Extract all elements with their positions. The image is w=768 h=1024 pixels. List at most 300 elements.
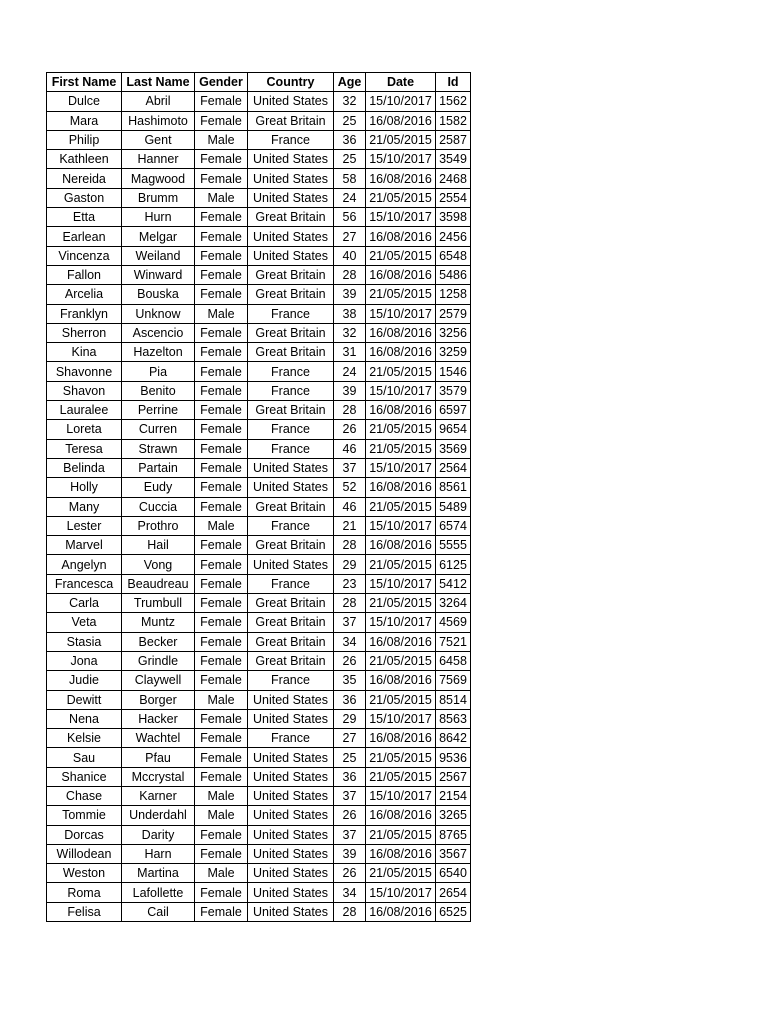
table-row <box>47 690 471 709</box>
cell-id: 2587 <box>436 130 471 149</box>
cell-age: 29 <box>334 555 366 574</box>
cell-last-name: Hashimoto <box>122 111 195 130</box>
cell-gender: Female <box>195 285 248 304</box>
cell-id: 6548 <box>436 246 471 265</box>
cell-first-name: Etta <box>47 208 122 227</box>
cell-age: 32 <box>334 323 366 342</box>
cell-country: United States <box>248 806 334 825</box>
cell-first-name: Fallon <box>47 265 122 284</box>
cell-country: France <box>248 516 334 535</box>
cell-last-name: Strawn <box>122 439 195 458</box>
cell-age: 27 <box>334 227 366 246</box>
cell-last-name: Mccrystal <box>122 767 195 786</box>
cell-last-name: Beaudreau <box>122 574 195 593</box>
cell-date: 16/08/2016 <box>366 227 436 246</box>
cell-id: 3259 <box>436 343 471 362</box>
cell-first-name: Lauralee <box>47 401 122 420</box>
cell-id: 8765 <box>436 825 471 844</box>
table-row <box>47 516 471 535</box>
cell-country: United States <box>248 864 334 883</box>
cell-age: 34 <box>334 632 366 651</box>
cell-country: United States <box>248 825 334 844</box>
cell-last-name: Becker <box>122 632 195 651</box>
table-row <box>47 574 471 593</box>
cell-country: Great Britain <box>248 632 334 651</box>
cell-id: 8642 <box>436 729 471 748</box>
data-table <box>46 72 471 922</box>
cell-first-name: Earlean <box>47 227 122 246</box>
column-header-id: Id <box>436 73 471 92</box>
cell-gender: Male <box>195 690 248 709</box>
cell-date: 21/05/2015 <box>366 651 436 670</box>
table-row <box>47 767 471 786</box>
cell-age: 37 <box>334 786 366 805</box>
cell-id: 7521 <box>436 632 471 651</box>
cell-age: 26 <box>334 864 366 883</box>
cell-first-name: Dorcas <box>47 825 122 844</box>
table-row <box>47 786 471 805</box>
cell-id: 3579 <box>436 381 471 400</box>
cell-date: 15/10/2017 <box>366 786 436 805</box>
cell-date: 16/08/2016 <box>366 806 436 825</box>
cell-id: 6458 <box>436 651 471 670</box>
cell-age: 37 <box>334 825 366 844</box>
cell-last-name: Partain <box>122 458 195 477</box>
cell-date: 21/05/2015 <box>366 864 436 883</box>
table-row <box>47 729 471 748</box>
cell-gender: Male <box>195 130 248 149</box>
cell-age: 46 <box>334 497 366 516</box>
column-header-date: Date <box>366 73 436 92</box>
cell-date: 16/08/2016 <box>366 902 436 921</box>
table-row <box>47 130 471 149</box>
cell-date: 21/05/2015 <box>366 825 436 844</box>
cell-age: 28 <box>334 536 366 555</box>
cell-first-name: Tommie <box>47 806 122 825</box>
column-header-gender: Gender <box>195 73 248 92</box>
cell-gender: Female <box>195 536 248 555</box>
cell-date: 16/08/2016 <box>366 111 436 130</box>
cell-first-name: Chase <box>47 786 122 805</box>
cell-age: 34 <box>334 883 366 902</box>
cell-last-name: Curren <box>122 420 195 439</box>
cell-country: United States <box>248 883 334 902</box>
cell-country: France <box>248 671 334 690</box>
cell-gender: Female <box>195 420 248 439</box>
cell-gender: Female <box>195 381 248 400</box>
cell-gender: Female <box>195 825 248 844</box>
cell-id: 6540 <box>436 864 471 883</box>
table-row <box>47 150 471 169</box>
cell-country: United States <box>248 844 334 863</box>
cell-gender: Female <box>195 748 248 767</box>
cell-date: 21/05/2015 <box>366 188 436 207</box>
cell-date: 16/08/2016 <box>366 632 436 651</box>
cell-first-name: Judie <box>47 671 122 690</box>
cell-date: 21/05/2015 <box>366 555 436 574</box>
cell-date: 16/08/2016 <box>366 265 436 284</box>
cell-last-name: Hacker <box>122 709 195 728</box>
cell-gender: Female <box>195 555 248 574</box>
cell-gender: Female <box>195 362 248 381</box>
cell-date: 15/10/2017 <box>366 613 436 632</box>
column-header-country: Country <box>248 73 334 92</box>
table-row <box>47 671 471 690</box>
cell-gender: Female <box>195 651 248 670</box>
cell-age: 29 <box>334 709 366 728</box>
cell-country: Great Britain <box>248 401 334 420</box>
cell-first-name: Sau <box>47 748 122 767</box>
cell-gender: Female <box>195 401 248 420</box>
column-header-last-name: Last Name <box>122 73 195 92</box>
cell-last-name: Hurn <box>122 208 195 227</box>
table-row <box>47 458 471 477</box>
cell-age: 27 <box>334 729 366 748</box>
cell-date: 21/05/2015 <box>366 246 436 265</box>
table-row <box>47 478 471 497</box>
cell-last-name: Lafollette <box>122 883 195 902</box>
table-row <box>47 323 471 342</box>
cell-country: Great Britain <box>248 651 334 670</box>
cell-age: 24 <box>334 188 366 207</box>
cell-country: United States <box>248 246 334 265</box>
cell-id: 5489 <box>436 497 471 516</box>
cell-date: 16/08/2016 <box>366 729 436 748</box>
cell-gender: Female <box>195 902 248 921</box>
cell-first-name: Willodean <box>47 844 122 863</box>
cell-gender: Female <box>195 478 248 497</box>
cell-gender: Female <box>195 458 248 477</box>
cell-gender: Female <box>195 844 248 863</box>
cell-country: United States <box>248 748 334 767</box>
cell-age: 36 <box>334 690 366 709</box>
cell-last-name: Vong <box>122 555 195 574</box>
cell-age: 28 <box>334 401 366 420</box>
cell-gender: Male <box>195 304 248 323</box>
cell-country: France <box>248 420 334 439</box>
cell-id: 2567 <box>436 767 471 786</box>
cell-date: 16/08/2016 <box>366 478 436 497</box>
table-row <box>47 613 471 632</box>
cell-age: 25 <box>334 111 366 130</box>
table-row <box>47 92 471 111</box>
cell-date: 16/08/2016 <box>366 671 436 690</box>
cell-first-name: Kelsie <box>47 729 122 748</box>
cell-gender: Male <box>195 188 248 207</box>
cell-first-name: Angelyn <box>47 555 122 574</box>
cell-last-name: Abril <box>122 92 195 111</box>
cell-gender: Female <box>195 613 248 632</box>
cell-date: 21/05/2015 <box>366 690 436 709</box>
cell-gender: Female <box>195 574 248 593</box>
cell-gender: Female <box>195 246 248 265</box>
cell-age: 37 <box>334 613 366 632</box>
table-row <box>47 227 471 246</box>
cell-gender: Female <box>195 767 248 786</box>
cell-age: 32 <box>334 92 366 111</box>
cell-last-name: Benito <box>122 381 195 400</box>
cell-age: 28 <box>334 265 366 284</box>
cell-gender: Female <box>195 227 248 246</box>
cell-country: United States <box>248 150 334 169</box>
cell-id: 2154 <box>436 786 471 805</box>
cell-first-name: Shanice <box>47 767 122 786</box>
cell-gender: Male <box>195 806 248 825</box>
cell-first-name: Carla <box>47 594 122 613</box>
cell-country: Great Britain <box>248 323 334 342</box>
cell-last-name: Trumbull <box>122 594 195 613</box>
cell-date: 15/10/2017 <box>366 92 436 111</box>
cell-first-name: Shavon <box>47 381 122 400</box>
cell-age: 58 <box>334 169 366 188</box>
cell-age: 36 <box>334 767 366 786</box>
cell-date: 15/10/2017 <box>366 381 436 400</box>
cell-last-name: Grindle <box>122 651 195 670</box>
table-row <box>47 208 471 227</box>
cell-id: 6525 <box>436 902 471 921</box>
table-row <box>47 883 471 902</box>
cell-age: 26 <box>334 420 366 439</box>
cell-country: United States <box>248 92 334 111</box>
cell-last-name: Martina <box>122 864 195 883</box>
cell-gender: Female <box>195 632 248 651</box>
cell-first-name: Kina <box>47 343 122 362</box>
cell-gender: Female <box>195 323 248 342</box>
table-row <box>47 806 471 825</box>
cell-country: Great Britain <box>248 594 334 613</box>
table-row <box>47 381 471 400</box>
cell-gender: Female <box>195 343 248 362</box>
cell-country: France <box>248 362 334 381</box>
cell-first-name: Many <box>47 497 122 516</box>
cell-first-name: Arcelia <box>47 285 122 304</box>
cell-date: 21/05/2015 <box>366 285 436 304</box>
cell-date: 21/05/2015 <box>366 594 436 613</box>
cell-age: 28 <box>334 902 366 921</box>
cell-date: 16/08/2016 <box>366 536 436 555</box>
cell-last-name: Winward <box>122 265 195 284</box>
cell-id: 3265 <box>436 806 471 825</box>
cell-last-name: Cail <box>122 902 195 921</box>
cell-date: 16/08/2016 <box>366 401 436 420</box>
cell-id: 8563 <box>436 709 471 728</box>
table-row <box>47 632 471 651</box>
table-row <box>47 536 471 555</box>
cell-last-name: Bouska <box>122 285 195 304</box>
cell-last-name: Melgar <box>122 227 195 246</box>
cell-id: 6574 <box>436 516 471 535</box>
cell-gender: Female <box>195 594 248 613</box>
table-row <box>47 188 471 207</box>
cell-country: Great Britain <box>248 536 334 555</box>
cell-country: Great Britain <box>248 111 334 130</box>
cell-date: 16/08/2016 <box>366 343 436 362</box>
cell-last-name: Unknow <box>122 304 195 323</box>
cell-first-name: Felisa <box>47 902 122 921</box>
cell-first-name: Franklyn <box>47 304 122 323</box>
cell-last-name: Muntz <box>122 613 195 632</box>
cell-last-name: Ascencio <box>122 323 195 342</box>
cell-first-name: Sherron <box>47 323 122 342</box>
table-row <box>47 401 471 420</box>
table-body <box>47 92 471 922</box>
cell-country: United States <box>248 478 334 497</box>
cell-age: 31 <box>334 343 366 362</box>
column-header-first-name: First Name <box>47 73 122 92</box>
cell-id: 3256 <box>436 323 471 342</box>
cell-age: 28 <box>334 594 366 613</box>
cell-date: 15/10/2017 <box>366 458 436 477</box>
cell-age: 40 <box>334 246 366 265</box>
cell-last-name: Claywell <box>122 671 195 690</box>
cell-country: United States <box>248 902 334 921</box>
table-row <box>47 285 471 304</box>
cell-gender: Female <box>195 111 248 130</box>
cell-gender: Female <box>195 497 248 516</box>
cell-date: 21/05/2015 <box>366 362 436 381</box>
cell-id: 1258 <box>436 285 471 304</box>
cell-first-name: Kathleen <box>47 150 122 169</box>
cell-age: 21 <box>334 516 366 535</box>
cell-gender: Male <box>195 864 248 883</box>
table-row <box>47 246 471 265</box>
cell-age: 39 <box>334 381 366 400</box>
cell-first-name: Vincenza <box>47 246 122 265</box>
table-row <box>47 497 471 516</box>
cell-age: 46 <box>334 439 366 458</box>
cell-date: 15/10/2017 <box>366 150 436 169</box>
cell-id: 3549 <box>436 150 471 169</box>
cell-gender: Female <box>195 208 248 227</box>
cell-id: 2456 <box>436 227 471 246</box>
cell-date: 21/05/2015 <box>366 439 436 458</box>
cell-date: 15/10/2017 <box>366 516 436 535</box>
cell-gender: Female <box>195 729 248 748</box>
cell-country: United States <box>248 690 334 709</box>
cell-country: United States <box>248 786 334 805</box>
cell-last-name: Hanner <box>122 150 195 169</box>
cell-id: 3264 <box>436 594 471 613</box>
cell-id: 1546 <box>436 362 471 381</box>
cell-date: 21/05/2015 <box>366 420 436 439</box>
cell-id: 5555 <box>436 536 471 555</box>
cell-age: 39 <box>334 844 366 863</box>
cell-first-name: Teresa <box>47 439 122 458</box>
cell-first-name: Belinda <box>47 458 122 477</box>
cell-last-name: Pfau <box>122 748 195 767</box>
cell-country: France <box>248 574 334 593</box>
cell-last-name: Karner <box>122 786 195 805</box>
cell-first-name: Philip <box>47 130 122 149</box>
cell-id: 6597 <box>436 401 471 420</box>
cell-gender: Male <box>195 786 248 805</box>
cell-last-name: Hazelton <box>122 343 195 362</box>
cell-country: Great Britain <box>248 265 334 284</box>
cell-id: 2554 <box>436 188 471 207</box>
cell-last-name: Prothro <box>122 516 195 535</box>
cell-id: 9536 <box>436 748 471 767</box>
table-row <box>47 169 471 188</box>
cell-id: 2468 <box>436 169 471 188</box>
cell-date: 16/08/2016 <box>366 844 436 863</box>
cell-id: 9654 <box>436 420 471 439</box>
table-row <box>47 362 471 381</box>
cell-last-name: Weiland <box>122 246 195 265</box>
cell-first-name: Veta <box>47 613 122 632</box>
cell-first-name: Dulce <box>47 92 122 111</box>
table-row <box>47 748 471 767</box>
table-row <box>47 825 471 844</box>
table-row <box>47 555 471 574</box>
cell-age: 23 <box>334 574 366 593</box>
cell-age: 25 <box>334 150 366 169</box>
cell-country: France <box>248 729 334 748</box>
cell-gender: Female <box>195 150 248 169</box>
cell-gender: Female <box>195 169 248 188</box>
cell-date: 21/05/2015 <box>366 767 436 786</box>
cell-first-name: Dewitt <box>47 690 122 709</box>
cell-gender: Female <box>195 671 248 690</box>
cell-gender: Female <box>195 92 248 111</box>
cell-date: 15/10/2017 <box>366 574 436 593</box>
cell-country: United States <box>248 767 334 786</box>
cell-age: 56 <box>334 208 366 227</box>
cell-id: 5486 <box>436 265 471 284</box>
table-row <box>47 420 471 439</box>
cell-id: 6125 <box>436 555 471 574</box>
cell-date: 15/10/2017 <box>366 208 436 227</box>
cell-id: 2654 <box>436 883 471 902</box>
cell-id: 8514 <box>436 690 471 709</box>
cell-gender: Female <box>195 265 248 284</box>
table-row <box>47 111 471 130</box>
cell-last-name: Underdahl <box>122 806 195 825</box>
cell-country: Great Britain <box>248 613 334 632</box>
cell-id: 3598 <box>436 208 471 227</box>
cell-country: France <box>248 130 334 149</box>
cell-first-name: Roma <box>47 883 122 902</box>
cell-id: 2579 <box>436 304 471 323</box>
cell-first-name: Nena <box>47 709 122 728</box>
cell-age: 24 <box>334 362 366 381</box>
cell-last-name: Gent <box>122 130 195 149</box>
cell-country: United States <box>248 709 334 728</box>
cell-country: Great Britain <box>248 343 334 362</box>
column-header-age: Age <box>334 73 366 92</box>
cell-id: 1582 <box>436 111 471 130</box>
cell-last-name: Cuccia <box>122 497 195 516</box>
cell-first-name: Nereida <box>47 169 122 188</box>
cell-last-name: Darity <box>122 825 195 844</box>
table-row <box>47 709 471 728</box>
cell-country: Great Britain <box>248 497 334 516</box>
cell-id: 3569 <box>436 439 471 458</box>
cell-age: 37 <box>334 458 366 477</box>
cell-date: 16/08/2016 <box>366 323 436 342</box>
table-row <box>47 304 471 323</box>
cell-age: 26 <box>334 651 366 670</box>
cell-id: 7569 <box>436 671 471 690</box>
cell-gender: Female <box>195 439 248 458</box>
cell-id: 8561 <box>436 478 471 497</box>
cell-first-name: Lester <box>47 516 122 535</box>
cell-first-name: Mara <box>47 111 122 130</box>
cell-id: 1562 <box>436 92 471 111</box>
cell-id: 5412 <box>436 574 471 593</box>
cell-id: 3567 <box>436 844 471 863</box>
table-row <box>47 439 471 458</box>
cell-gender: Male <box>195 516 248 535</box>
